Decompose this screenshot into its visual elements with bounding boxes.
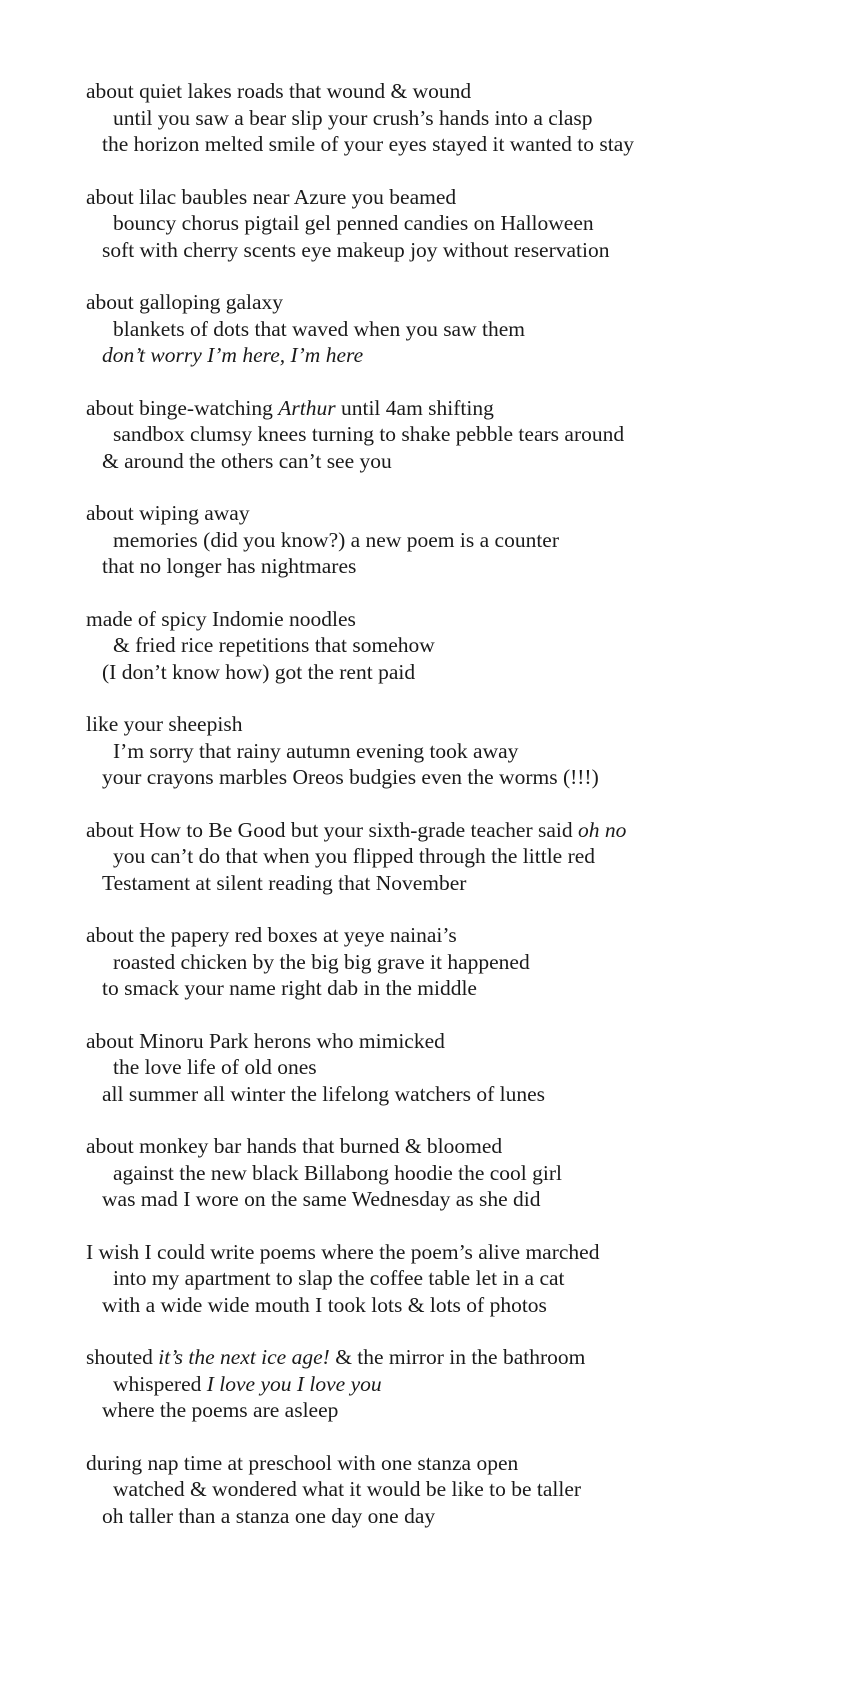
stanza-14 — [86, 1450, 826, 1530]
poem-line: about lilac baubles near Azure you beamed — [86, 184, 457, 209]
poem-line: soft with cherry scents eye makeup joy without reservation — [102, 237, 610, 262]
poem-line: the horizon melted smile of your eyes stayed it wanted to stay — [102, 132, 634, 156]
poem-line-italic: don’t worry I’m here, I’m here — [102, 343, 364, 367]
poem-line: memories (did you know?) a new poem is a counter — [113, 527, 559, 552]
poem-line: against the new black Billabong hoodie the cool girl — [113, 1160, 563, 1185]
stanza-9 — [86, 922, 826, 1002]
poem-line: roasted chicken by the big big grave it happened — [113, 949, 530, 974]
poem-line: about monkey bar hands that burned & bloomed — [86, 1134, 503, 1158]
poem-line: you can’t do that when you flipped through the little red — [113, 844, 596, 868]
line-text: about How to Be Good but your sixth-grade teacher said — [86, 817, 578, 842]
poem-line: with a wide wide mouth I took lots & lots of photos — [102, 1292, 547, 1317]
poem-line: during nap time at preschool with one stanza open — [86, 1450, 519, 1475]
stanza-3 — [86, 289, 826, 369]
line-text: until 4am shifting — [335, 395, 494, 420]
poem-line: until you saw a bear slip your crush’s hands into a clasp — [113, 105, 593, 130]
poem-line: about wiping away — [86, 501, 250, 525]
poem-line: was mad I wore on the same Wednesday as she did — [102, 1187, 541, 1211]
poem-line: I’m sorry that rainy autumn evening took away — [113, 738, 519, 763]
poem-line: that no longer has nightmares — [102, 554, 357, 578]
line-text: about binge-watching — [86, 395, 279, 420]
italic-title: Arthur — [278, 395, 336, 420]
poem-line: like your sheepish — [86, 712, 243, 736]
poem-line: & around the others can’t see you — [102, 448, 392, 473]
poem-line: to smack your name right dab in the middle — [102, 976, 477, 1000]
poem-line: Testament at silent reading that November — [102, 870, 467, 895]
poem-line: & fried rice repetitions that somehow — [113, 633, 435, 657]
poem-line: watched & wondered what it would be like to be taller — [113, 1477, 582, 1501]
stanza-4 — [86, 395, 826, 475]
poem-line — [86, 1371, 826, 1398]
poem-line: I wish I could write poems where the poem’s alive marched — [86, 1239, 600, 1264]
stanza-13 — [86, 1344, 826, 1424]
italic-phrase: it’s the next ice age! — [158, 1345, 330, 1369]
poem-line: about galloping galaxy — [86, 290, 284, 314]
poem-line: your crayons marbles Oreos budgies even the worms (!!!) — [102, 765, 599, 789]
poem-line — [86, 1344, 826, 1371]
stanza-12 — [86, 1239, 826, 1319]
stanza-11 — [86, 1133, 826, 1213]
poem-line — [86, 395, 826, 422]
italic-phrase: I love you I love you — [206, 1371, 382, 1396]
stanza-6 — [86, 606, 826, 686]
stanza-5 — [86, 500, 826, 580]
line-text: shouted — [86, 1345, 159, 1369]
line-text: & the mirror in the bathroom — [329, 1345, 586, 1369]
poem-line: about quiet lakes roads that wound & wound — [86, 79, 472, 103]
stanza-2 — [86, 184, 826, 264]
stanza-10 — [86, 1028, 826, 1108]
line-text: whispered — [113, 1371, 207, 1396]
poem-line: the love life of old ones — [113, 1055, 317, 1079]
poem-line: (I don’t know how) got the rent paid — [102, 659, 416, 684]
poem-line: bouncy chorus pigtail gel penned candies on Halloween — [113, 211, 594, 235]
poem-line: oh taller than a stanza one day one day — [102, 1503, 436, 1528]
stanza-8 — [86, 817, 826, 897]
poem-line: all summer all winter the lifelong watchers of lunes — [102, 1081, 546, 1106]
stanza-7 — [86, 711, 826, 791]
poem-line: about the papery red boxes at yeye nainai’s — [86, 923, 457, 947]
poem-line — [86, 817, 826, 844]
poem-line: blankets of dots that waved when you saw them — [113, 316, 525, 341]
poem-line: into my apartment to slap the coffee table let in a cat — [113, 1266, 565, 1290]
poem-line: where the poems are asleep — [102, 1398, 339, 1422]
italic-phrase: oh no — [578, 817, 627, 842]
poem-line: about Minoru Park herons who mimicked — [86, 1028, 445, 1053]
poem-line: sandbox clumsy knees turning to shake pebble tears around — [113, 422, 625, 446]
poem-body — [86, 78, 826, 1555]
stanza-1 — [86, 78, 826, 158]
poem-line: made of spicy Indomie noodles — [86, 606, 356, 631]
